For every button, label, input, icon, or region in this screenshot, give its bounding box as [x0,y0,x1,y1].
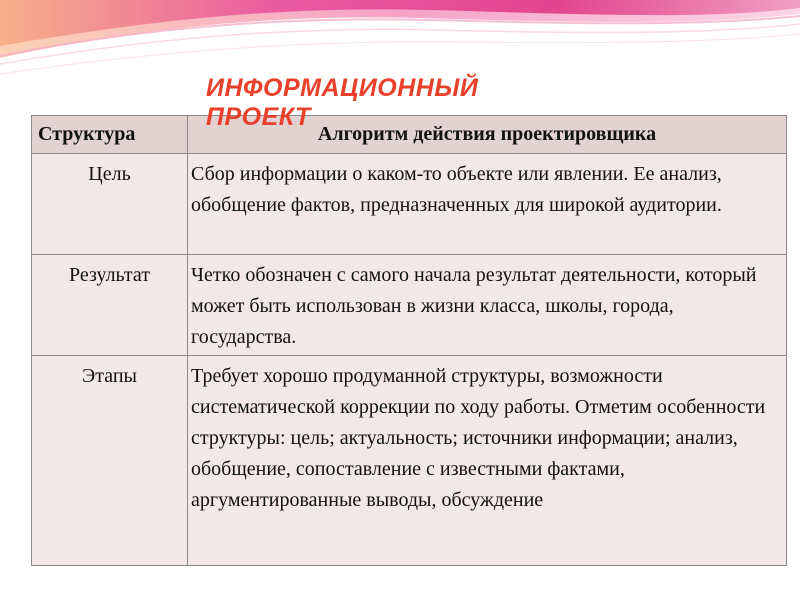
stage-cell: Результат [32,255,188,356]
stage-cell: Цель [32,154,188,255]
table-row [32,154,787,255]
slide-title: ИНФОРМАЦИОННЫЙ ПРОЕКТ [206,74,479,131]
description-cell: Требует хорошо продуманной структуры, возможности систематической коррекции по ходу работы. Отметим особенности структуры: цель; актуальность; источники информации; анализ, обобщение, сопоставление с известными фактами, аргументированные выводы, обсуждение [188,356,787,566]
table-row [32,255,787,356]
info-table [31,115,787,566]
description-cell: Сбор информации о каком-то объекте или явлении. Ее анализ, обобщение фактов, предназначенных для широкой аудитории. [188,154,787,255]
description-cell: Четко обозначен с самого начала результат деятельности, который может быть использован в жизни класса, школы, города, государства. [188,255,787,356]
header-structure: Структура [32,116,188,154]
header-algorithm: Алгоритм действия проектировщика [188,116,787,154]
stage-cell: Этапы [32,356,188,566]
table-row [32,356,787,566]
